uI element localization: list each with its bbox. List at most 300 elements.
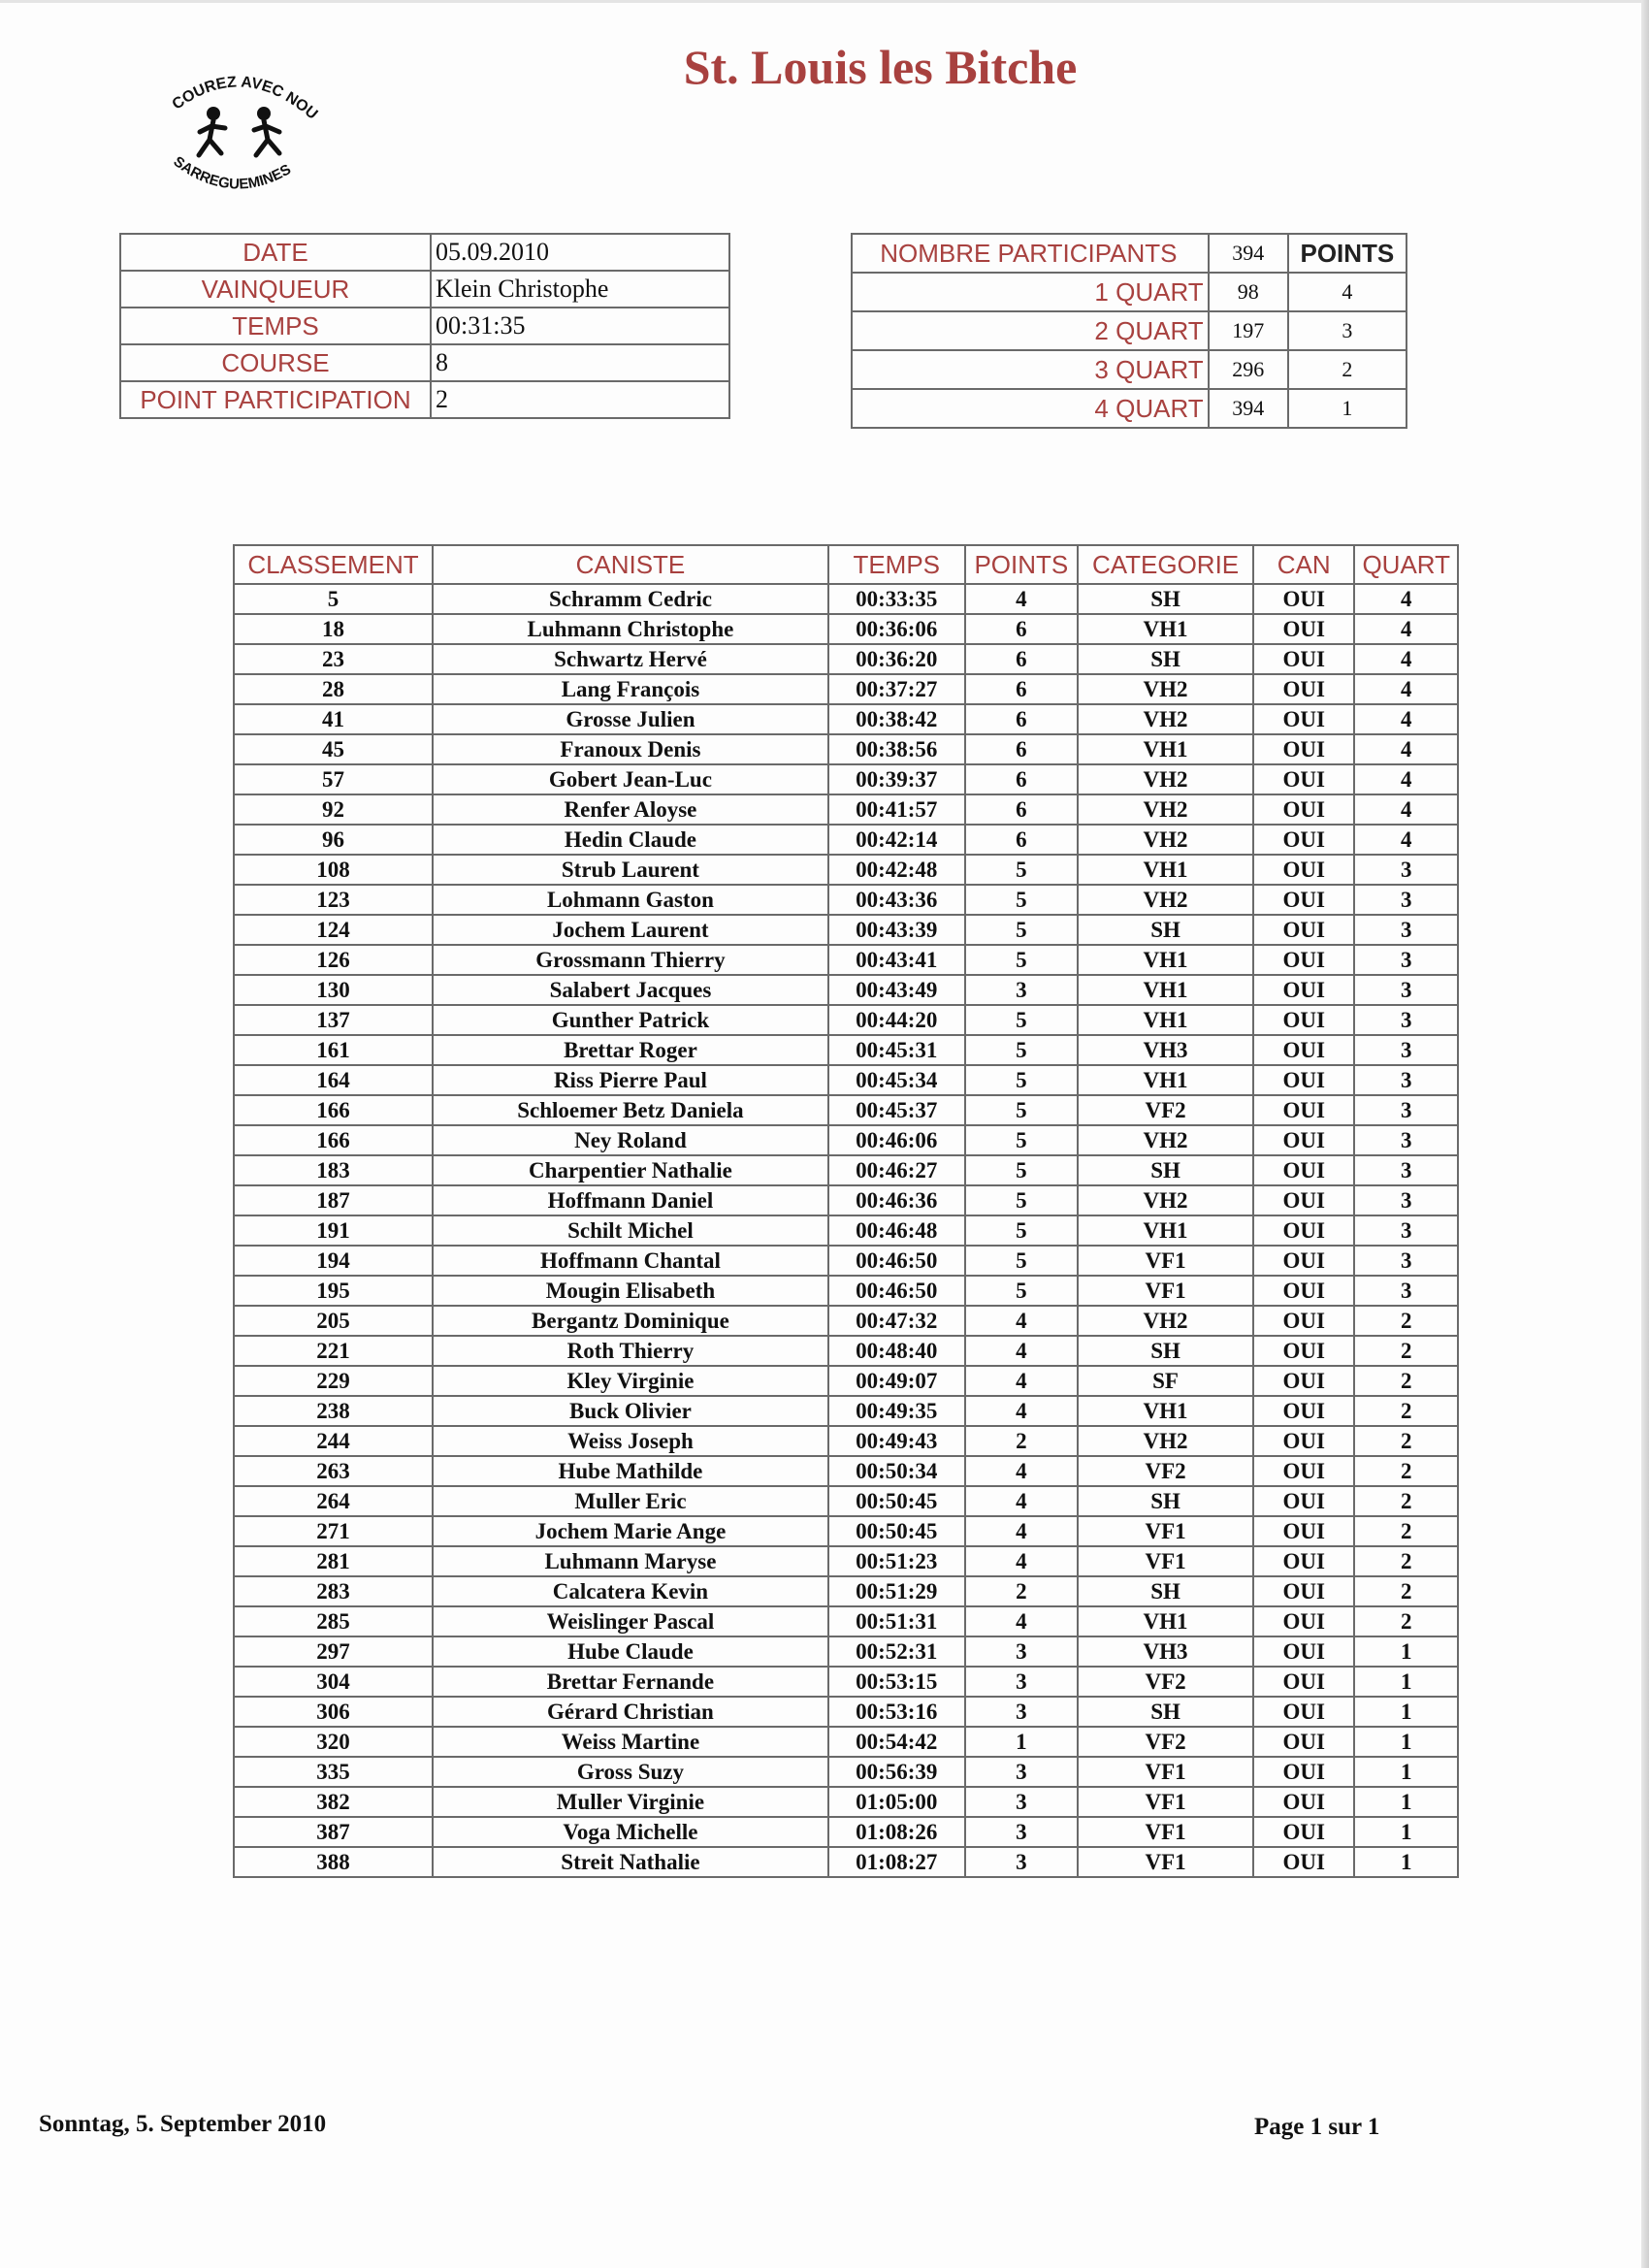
quart-points: 3	[1288, 311, 1406, 350]
table-row	[234, 1185, 1458, 1215]
cell-temps: 00:46:50	[828, 1246, 965, 1276]
info-value: 05.09.2010	[431, 234, 729, 271]
cell-quart: 4	[1354, 734, 1458, 764]
cell-caniste: Weiss Martine	[433, 1727, 828, 1757]
cell-categorie: VF1	[1078, 1276, 1253, 1306]
cell-points: 5	[965, 1155, 1079, 1185]
cell-temps: 00:50:45	[828, 1516, 965, 1546]
cell-points: 3	[965, 975, 1079, 1005]
cell-caniste: Franoux Denis	[433, 734, 828, 764]
cell-categorie: VF1	[1078, 1757, 1253, 1787]
cell-can: OUI	[1253, 614, 1354, 644]
cell-quart: 1	[1354, 1636, 1458, 1667]
cell-classement: 304	[234, 1667, 433, 1697]
cell-caniste: Luhmann Maryse	[433, 1546, 828, 1576]
table-row	[234, 1727, 1458, 1757]
table-row	[234, 584, 1458, 614]
cell-temps: 00:50:45	[828, 1486, 965, 1516]
table-row	[234, 734, 1458, 764]
cell-can: OUI	[1253, 1486, 1354, 1516]
cell-classement: 124	[234, 915, 433, 945]
cell-can: OUI	[1253, 1065, 1354, 1095]
results-header-row	[234, 545, 1458, 584]
info-row	[120, 271, 729, 308]
table-row	[234, 1155, 1458, 1185]
cell-temps: 00:49:07	[828, 1366, 965, 1396]
table-row	[234, 1486, 1458, 1516]
cell-temps: 01:05:00	[828, 1787, 965, 1817]
cell-categorie: VH1	[1078, 855, 1253, 885]
cell-points: 4	[965, 1456, 1079, 1486]
cell-classement: 306	[234, 1697, 433, 1727]
cell-caniste: Gobert Jean-Luc	[433, 764, 828, 794]
cell-quart: 3	[1354, 1065, 1458, 1095]
cell-classement: 161	[234, 1035, 433, 1065]
cell-temps: 00:49:43	[828, 1426, 965, 1456]
cell-points: 5	[965, 1276, 1079, 1306]
table-row	[234, 915, 1458, 945]
cell-categorie: SH	[1078, 915, 1253, 945]
cell-categorie: VH1	[1078, 1396, 1253, 1426]
cell-caniste: Roth Thierry	[433, 1336, 828, 1366]
info-row	[120, 344, 729, 381]
table-row	[234, 1215, 1458, 1246]
cell-temps: 00:42:14	[828, 825, 965, 855]
cell-classement: 5	[234, 584, 433, 614]
cell-points: 1	[965, 1727, 1079, 1757]
quart-row	[852, 273, 1406, 311]
cell-can: OUI	[1253, 1697, 1354, 1727]
table-row	[234, 945, 1458, 975]
cell-temps: 00:52:31	[828, 1636, 965, 1667]
table-row	[234, 1787, 1458, 1817]
cell-points: 5	[965, 1125, 1079, 1155]
cell-points: 4	[965, 1336, 1079, 1366]
cell-can: OUI	[1253, 945, 1354, 975]
cell-points: 4	[965, 1516, 1079, 1546]
cell-quart: 2	[1354, 1426, 1458, 1456]
cell-caniste: Schramm Cedric	[433, 584, 828, 614]
cell-categorie: SH	[1078, 1486, 1253, 1516]
table-row	[234, 674, 1458, 704]
cell-temps: 00:46:48	[828, 1215, 965, 1246]
cell-classement: 183	[234, 1155, 433, 1185]
cell-points: 6	[965, 794, 1079, 825]
table-row	[234, 1697, 1458, 1727]
cell-caniste: Muller Eric	[433, 1486, 828, 1516]
participants-count: 394	[1209, 234, 1288, 273]
cell-quart: 1	[1354, 1847, 1458, 1877]
cell-quart: 4	[1354, 704, 1458, 734]
cell-can: OUI	[1253, 584, 1354, 614]
cell-caniste: Hube Claude	[433, 1636, 828, 1667]
cell-classement: 137	[234, 1005, 433, 1035]
table-row	[234, 1035, 1458, 1065]
cell-categorie: VH2	[1078, 764, 1253, 794]
cell-classement: 388	[234, 1847, 433, 1877]
cell-quart: 4	[1354, 644, 1458, 674]
cell-can: OUI	[1253, 1546, 1354, 1576]
cell-caniste: Weiss Joseph	[433, 1426, 828, 1456]
cell-can: OUI	[1253, 855, 1354, 885]
cell-temps: 00:33:35	[828, 584, 965, 614]
cell-quart: 1	[1354, 1697, 1458, 1727]
scan-edge-right	[1641, 0, 1649, 2268]
cell-temps: 00:46:06	[828, 1125, 965, 1155]
cell-classement: 195	[234, 1276, 433, 1306]
cell-points: 3	[965, 1667, 1079, 1697]
cell-temps: 00:41:57	[828, 794, 965, 825]
cell-categorie: SH	[1078, 1155, 1253, 1185]
cell-classement: 57	[234, 764, 433, 794]
cell-categorie: VH2	[1078, 1125, 1253, 1155]
quart-points: 1	[1288, 389, 1406, 428]
cell-points: 5	[965, 1095, 1079, 1125]
scan-edge-top	[0, 0, 1649, 3]
cell-can: OUI	[1253, 1636, 1354, 1667]
cell-categorie: SH	[1078, 1697, 1253, 1727]
cell-quart: 2	[1354, 1546, 1458, 1576]
quart-count: 296	[1209, 350, 1288, 389]
cell-caniste: Brettar Fernande	[433, 1667, 828, 1697]
cell-can: OUI	[1253, 1366, 1354, 1396]
cell-can: OUI	[1253, 1155, 1354, 1185]
cell-can: OUI	[1253, 1576, 1354, 1606]
cell-classement: 205	[234, 1306, 433, 1336]
column-header-can: CAN	[1253, 545, 1354, 584]
cell-classement: 130	[234, 975, 433, 1005]
cell-can: OUI	[1253, 825, 1354, 855]
cell-categorie: VH2	[1078, 794, 1253, 825]
quart-table	[851, 233, 1407, 429]
cell-points: 5	[965, 1005, 1079, 1035]
cell-caniste: Charpentier Nathalie	[433, 1155, 828, 1185]
cell-temps: 00:45:34	[828, 1065, 965, 1095]
quart-label: 3 QUART	[852, 350, 1209, 389]
cell-caniste: Lohmann Gaston	[433, 885, 828, 915]
cell-can: OUI	[1253, 1847, 1354, 1877]
table-row	[234, 1456, 1458, 1486]
info-value: 2	[431, 381, 729, 418]
cell-categorie: VF1	[1078, 1787, 1253, 1817]
cell-points: 6	[965, 644, 1079, 674]
cell-classement: 297	[234, 1636, 433, 1667]
cell-can: OUI	[1253, 885, 1354, 915]
cell-quart: 3	[1354, 975, 1458, 1005]
cell-temps: 00:51:31	[828, 1606, 965, 1636]
table-row	[234, 1847, 1458, 1877]
cell-can: OUI	[1253, 1336, 1354, 1366]
quart-label: 1 QUART	[852, 273, 1209, 311]
cell-categorie: VH1	[1078, 975, 1253, 1005]
quart-row	[852, 389, 1406, 428]
cell-quart: 1	[1354, 1787, 1458, 1817]
quart-row	[852, 350, 1406, 389]
cell-can: OUI	[1253, 764, 1354, 794]
table-row	[234, 794, 1458, 825]
cell-quart: 3	[1354, 915, 1458, 945]
cell-temps: 00:42:48	[828, 855, 965, 885]
footer-page-number: Page 1 sur 1	[1254, 2114, 1380, 2140]
cell-quart: 3	[1354, 1095, 1458, 1125]
cell-can: OUI	[1253, 1396, 1354, 1426]
cell-caniste: Gross Suzy	[433, 1757, 828, 1787]
cell-can: OUI	[1253, 1095, 1354, 1125]
cell-temps: 00:47:32	[828, 1306, 965, 1336]
cell-quart: 3	[1354, 1125, 1458, 1155]
cell-categorie: VH1	[1078, 734, 1253, 764]
table-row	[234, 704, 1458, 734]
cell-quart: 2	[1354, 1366, 1458, 1396]
cell-points: 3	[965, 1787, 1079, 1817]
race-info-table	[119, 233, 730, 419]
cell-temps: 00:36:20	[828, 644, 965, 674]
cell-can: OUI	[1253, 1606, 1354, 1636]
info-label: TEMPS	[120, 308, 431, 344]
quart-label: 4 QUART	[852, 389, 1209, 428]
cell-points: 3	[965, 1757, 1079, 1787]
cell-temps: 00:43:36	[828, 885, 965, 915]
cell-caniste: Buck Olivier	[433, 1396, 828, 1426]
cell-quart: 3	[1354, 855, 1458, 885]
cell-can: OUI	[1253, 1426, 1354, 1456]
cell-points: 5	[965, 1035, 1079, 1065]
cell-can: OUI	[1253, 794, 1354, 825]
table-row	[234, 1125, 1458, 1155]
cell-categorie: VH3	[1078, 1035, 1253, 1065]
cell-caniste: Salabert Jacques	[433, 975, 828, 1005]
cell-points: 5	[965, 855, 1079, 885]
cell-points: 6	[965, 734, 1079, 764]
cell-temps: 01:08:27	[828, 1847, 965, 1877]
table-row	[234, 1336, 1458, 1366]
cell-quart: 2	[1354, 1336, 1458, 1366]
cell-classement: 191	[234, 1215, 433, 1246]
table-row	[234, 1757, 1458, 1787]
cell-classement: 126	[234, 945, 433, 975]
table-row	[234, 1065, 1458, 1095]
cell-caniste: Strub Laurent	[433, 855, 828, 885]
cell-categorie: VH1	[1078, 945, 1253, 975]
table-row	[234, 1306, 1458, 1336]
cell-points: 6	[965, 614, 1079, 644]
cell-categorie: VF1	[1078, 1546, 1253, 1576]
cell-temps: 00:44:20	[828, 1005, 965, 1035]
cell-can: OUI	[1253, 975, 1354, 1005]
cell-temps: 01:08:26	[828, 1817, 965, 1847]
cell-points: 5	[965, 945, 1079, 975]
cell-can: OUI	[1253, 1516, 1354, 1546]
cell-points: 4	[965, 584, 1079, 614]
cell-classement: 244	[234, 1426, 433, 1456]
cell-can: OUI	[1253, 1727, 1354, 1757]
cell-categorie: VF2	[1078, 1727, 1253, 1757]
cell-classement: 335	[234, 1757, 433, 1787]
cell-temps: 00:43:41	[828, 945, 965, 975]
cell-can: OUI	[1253, 1456, 1354, 1486]
table-row	[234, 1576, 1458, 1606]
cell-points: 4	[965, 1546, 1079, 1576]
cell-classement: 23	[234, 644, 433, 674]
cell-caniste: Jochem Marie Ange	[433, 1516, 828, 1546]
table-row	[234, 1276, 1458, 1306]
cell-temps: 00:46:50	[828, 1276, 965, 1306]
cell-categorie: VH2	[1078, 1426, 1253, 1456]
cell-classement: 41	[234, 704, 433, 734]
cell-quart: 3	[1354, 885, 1458, 915]
cell-temps: 00:43:49	[828, 975, 965, 1005]
cell-points: 2	[965, 1426, 1079, 1456]
info-row	[120, 381, 729, 418]
cell-caniste: Schloemer Betz Daniela	[433, 1095, 828, 1125]
cell-caniste: Gérard Christian	[433, 1697, 828, 1727]
cell-can: OUI	[1253, 734, 1354, 764]
table-row	[234, 1005, 1458, 1035]
results-table	[233, 544, 1459, 1878]
cell-caniste: Streit Nathalie	[433, 1847, 828, 1877]
cell-can: OUI	[1253, 1817, 1354, 1847]
cell-temps: 00:36:06	[828, 614, 965, 644]
cell-classement: 238	[234, 1396, 433, 1426]
cell-caniste: Kley Virginie	[433, 1366, 828, 1396]
cell-can: OUI	[1253, 1667, 1354, 1697]
cell-can: OUI	[1253, 1246, 1354, 1276]
svg-text:COUREZ AVEC NOUS: COUREZ AVEC NOU	[169, 74, 321, 123]
cell-classement: 283	[234, 1576, 433, 1606]
table-row	[234, 1606, 1458, 1636]
cell-can: OUI	[1253, 674, 1354, 704]
cell-caniste: Brettar Roger	[433, 1035, 828, 1065]
cell-quart: 4	[1354, 794, 1458, 825]
cell-caniste: Hube Mathilde	[433, 1456, 828, 1486]
cell-categorie: VF1	[1078, 1847, 1253, 1877]
cell-classement: 221	[234, 1336, 433, 1366]
cell-categorie: VF1	[1078, 1516, 1253, 1546]
info-label: VAINQUEUR	[120, 271, 431, 308]
cell-temps: 00:50:34	[828, 1456, 965, 1486]
cell-quart: 4	[1354, 764, 1458, 794]
quart-points: 4	[1288, 273, 1406, 311]
table-row	[234, 1817, 1458, 1847]
cell-categorie: VH2	[1078, 674, 1253, 704]
cell-categorie: SH	[1078, 1336, 1253, 1366]
cell-caniste: Jochem Laurent	[433, 915, 828, 945]
cell-temps: 00:39:37	[828, 764, 965, 794]
cell-classement: 92	[234, 794, 433, 825]
cell-classement: 387	[234, 1817, 433, 1847]
cell-points: 5	[965, 1246, 1079, 1276]
cell-points: 6	[965, 674, 1079, 704]
info-value: 8	[431, 344, 729, 381]
table-row	[234, 975, 1458, 1005]
cell-temps: 00:53:15	[828, 1667, 965, 1697]
participants-label: NOMBRE PARTICIPANTS	[852, 234, 1209, 273]
info-value: 00:31:35	[431, 308, 729, 344]
cell-caniste: Hedin Claude	[433, 825, 828, 855]
page-title: St. Louis les Bitche	[683, 40, 1078, 94]
cell-classement: 166	[234, 1125, 433, 1155]
quart-count: 98	[1209, 273, 1288, 311]
cell-caniste: Hoffmann Chantal	[433, 1246, 828, 1276]
points-header: POINTS	[1288, 234, 1406, 273]
cell-classement: 281	[234, 1546, 433, 1576]
column-header-categorie: CATEGORIE	[1078, 545, 1253, 584]
cell-quart: 3	[1354, 1005, 1458, 1035]
info-label: DATE	[120, 234, 431, 271]
cell-caniste: Mougin Elisabeth	[433, 1276, 828, 1306]
footer-date: Sonntag, 5. September 2010	[39, 2111, 327, 2137]
cell-categorie: VH1	[1078, 614, 1253, 644]
column-header-quart: QUART	[1354, 545, 1458, 584]
column-header-classement: CLASSEMENT	[234, 545, 433, 584]
cell-caniste: Grosse Julien	[433, 704, 828, 734]
table-row	[234, 885, 1458, 915]
cell-classement: 96	[234, 825, 433, 855]
cell-caniste: Schilt Michel	[433, 1215, 828, 1246]
cell-caniste: Renfer Aloyse	[433, 794, 828, 825]
table-row	[234, 1546, 1458, 1576]
cell-classement: 164	[234, 1065, 433, 1095]
table-row	[234, 825, 1458, 855]
cell-classement: 45	[234, 734, 433, 764]
cell-points: 5	[965, 1185, 1079, 1215]
cell-points: 5	[965, 885, 1079, 915]
cell-classement: 263	[234, 1456, 433, 1486]
cell-classement: 187	[234, 1185, 433, 1215]
info-label: COURSE	[120, 344, 431, 381]
cell-caniste: Schwartz Hervé	[433, 644, 828, 674]
cell-can: OUI	[1253, 915, 1354, 945]
cell-caniste: Muller Virginie	[433, 1787, 828, 1817]
cell-quart: 3	[1354, 945, 1458, 975]
cell-caniste: Luhmann Christophe	[433, 614, 828, 644]
cell-categorie: VH2	[1078, 1185, 1253, 1215]
table-row	[234, 1366, 1458, 1396]
cell-categorie: VH1	[1078, 1606, 1253, 1636]
cell-classement: 285	[234, 1606, 433, 1636]
cell-can: OUI	[1253, 1005, 1354, 1035]
cell-classement: 271	[234, 1516, 433, 1546]
cell-quart: 2	[1354, 1396, 1458, 1426]
cell-caniste: Gunther Patrick	[433, 1005, 828, 1035]
table-row	[234, 855, 1458, 885]
cell-quart: 1	[1354, 1757, 1458, 1787]
cell-classement: 123	[234, 885, 433, 915]
cell-categorie: VF2	[1078, 1667, 1253, 1697]
cell-quart: 3	[1354, 1185, 1458, 1215]
cell-points: 5	[965, 1065, 1079, 1095]
cell-quart: 1	[1354, 1667, 1458, 1697]
info-row	[120, 308, 729, 344]
table-row	[234, 1636, 1458, 1667]
cell-caniste: Ney Roland	[433, 1125, 828, 1155]
cell-points: 4	[965, 1606, 1079, 1636]
cell-quart: 1	[1354, 1727, 1458, 1757]
cell-points: 6	[965, 825, 1079, 855]
cell-temps: 00:49:35	[828, 1396, 965, 1426]
cell-categorie: SH	[1078, 644, 1253, 674]
cell-classement: 28	[234, 674, 433, 704]
quart-header-row	[852, 234, 1406, 273]
cell-quart: 2	[1354, 1606, 1458, 1636]
table-row	[234, 644, 1458, 674]
cell-categorie: VH1	[1078, 1005, 1253, 1035]
cell-quart: 4	[1354, 825, 1458, 855]
cell-classement: 264	[234, 1486, 433, 1516]
cell-quart: 2	[1354, 1486, 1458, 1516]
cell-temps: 00:43:39	[828, 915, 965, 945]
cell-categorie: VH2	[1078, 885, 1253, 915]
